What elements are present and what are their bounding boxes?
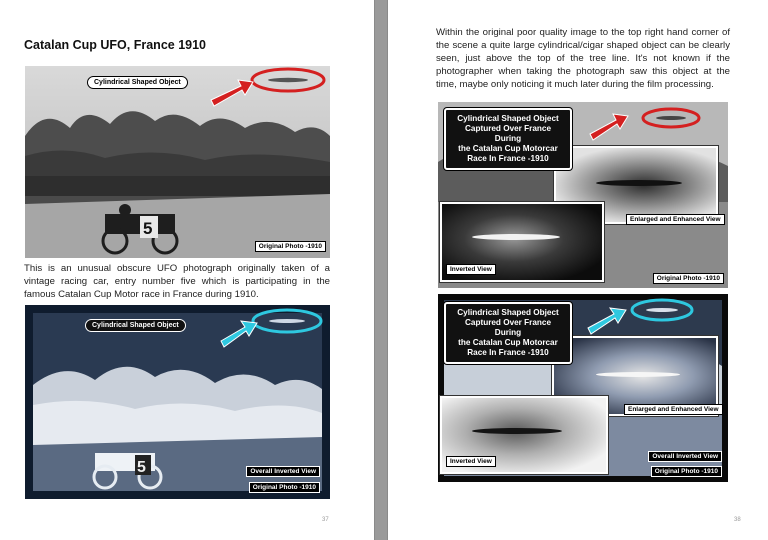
inverted-panel: [438, 294, 728, 482]
left-paragraph-line-1: This is an unusual obscure UFO photograph originally taken of a: [24, 263, 330, 274]
right-paragraph-line-1: Within the original poor quality image to the top right hand corner of: [436, 27, 730, 38]
page-number: 37: [322, 517, 329, 523]
overall-inverted-tag: Overall Inverted View: [246, 466, 320, 477]
enhanced-panel: [438, 102, 728, 288]
cylindrical-object-label-inverted: Cylindrical Shaped Object: [85, 319, 186, 332]
overall-inverted-tag-2: Overall Inverted View: [648, 451, 722, 462]
car-number-text: 5: [143, 219, 153, 238]
right-paragraph-line-3: seen, just above the top of the tree line. It's not known if the: [436, 53, 730, 64]
inverted-view-tag-2: Inverted View: [446, 456, 496, 467]
left-paragraph-line-2: vintage racing car, entry number five which is participating in the: [24, 276, 330, 287]
ufo-enlarged-shape-2: [596, 372, 680, 377]
panel1-caption-line-3: the Catalan Cup Motorcar: [458, 144, 558, 153]
ufo-inverted-shape-2: [472, 428, 562, 434]
panel1-caption-line-2: Captured Over France During: [465, 124, 551, 143]
left-paragraph-line-3: famous Catalan Cup Motor race in France during 1910.: [24, 289, 259, 300]
right-page: [388, 0, 768, 540]
ufo-inverted-shape: [472, 234, 560, 240]
inverted-photo: [25, 305, 330, 499]
right-paragraph-line-4: photographer when taking the photograph saw this object at the: [436, 66, 730, 77]
original-photo-tag-panel2: Original Photo -1910: [651, 466, 722, 477]
ufo-enlarged-shape: [596, 180, 682, 186]
original-photo-image: [25, 66, 330, 258]
left-page: [0, 0, 374, 540]
panel1-caption: [444, 108, 572, 170]
panel2-caption-line-3: the Catalan Cup Motorcar: [458, 338, 558, 347]
original-photo-tag-inverted: Original Photo -1910: [249, 482, 320, 493]
page-gutter: [374, 0, 388, 540]
panel2-caption-line-2: Captured Over France During: [465, 318, 551, 337]
right-paragraph-line-2: the scene a quite large cylindrical/cigar shaped object can be clearly: [436, 40, 730, 51]
panel1-caption-line-1: Cylindrical Shaped Object: [457, 114, 559, 123]
right-paragraph-line-5: time, maybe only noticing it much later during the film processing.: [436, 79, 714, 90]
car-number-text-inverted: 5: [137, 459, 146, 476]
panel2-caption-line-4: Race In France -1910: [467, 348, 549, 357]
enlarged-view-tag-2: Enlarged and Enhanced View: [624, 404, 723, 415]
enlarged-view-tag: Enlarged and Enhanced View: [626, 214, 725, 225]
inverted-view-tag: Inverted View: [446, 264, 496, 275]
page-title: Catalan Cup UFO, France 1910: [24, 38, 207, 52]
panel1-caption-line-4: Race In France -1910: [467, 154, 549, 163]
cylindrical-object-label: Cylindrical Shaped Object: [87, 76, 188, 89]
original-photo-tag: Original Photo -1910: [255, 241, 326, 252]
page-number: 38: [734, 517, 741, 523]
panel2-caption-line-1: Cylindrical Shaped Object: [457, 308, 559, 317]
original-photo: [25, 66, 330, 258]
panel2-caption: [444, 302, 572, 364]
original-photo-tag-panel1: Original Photo -1910: [653, 273, 724, 284]
